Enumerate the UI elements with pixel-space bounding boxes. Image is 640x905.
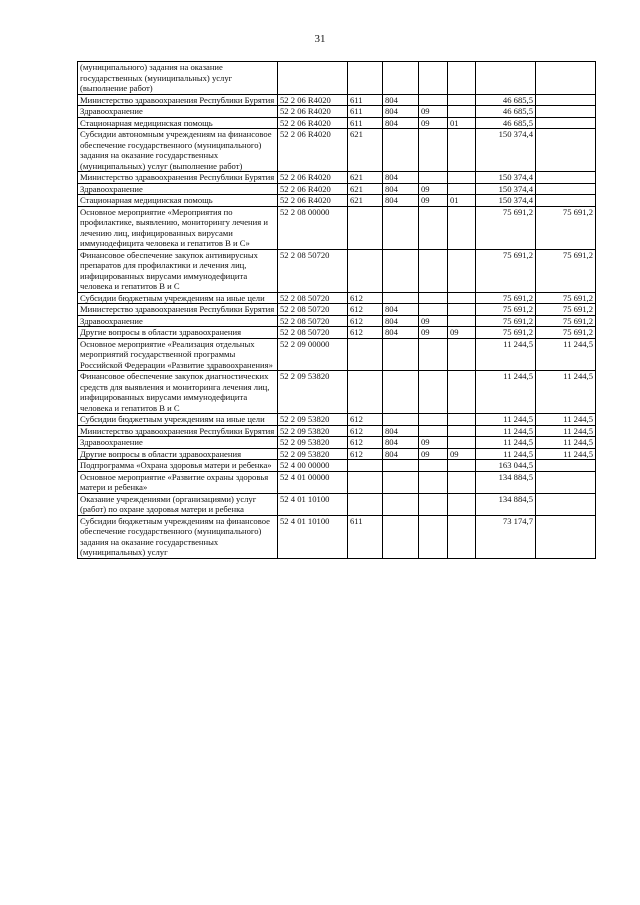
cell-amount-federal [536, 493, 596, 515]
table-row [78, 206, 596, 249]
cell-expense-type: 612 [348, 414, 383, 426]
cell-amount-federal: 75 691,2 [536, 315, 596, 327]
cell-target-code: 52 4 00 00000 [278, 460, 348, 472]
cell-amount-federal: 11 244,5 [536, 338, 596, 371]
cell-target-code: 52 2 09 53820 [278, 437, 348, 449]
cell-subsection [448, 183, 476, 195]
cell-expense-type: 611 [348, 117, 383, 129]
page-number: 31 [314, 33, 326, 45]
cell-amount-federal [536, 460, 596, 472]
cell-ministry-code: 804 [383, 106, 419, 118]
cell-subsection [448, 129, 476, 172]
cell-section: 09 [419, 315, 448, 327]
cell-amount-federal [536, 183, 596, 195]
cell-amount: 134 884,5 [476, 471, 536, 493]
table-row [78, 315, 596, 327]
cell-expense-type: 611 [348, 515, 383, 558]
cell-expense-type [348, 471, 383, 493]
cell-ministry-code: 804 [383, 315, 419, 327]
cell-section [419, 493, 448, 515]
cell-target-code: 52 4 01 10100 [278, 493, 348, 515]
cell-ministry-code: 804 [383, 304, 419, 316]
cell-section [419, 414, 448, 426]
cell-expense-type: 612 [348, 327, 383, 339]
cell-ministry-code [383, 493, 419, 515]
cell-expense-type [348, 206, 383, 249]
cell-section [419, 471, 448, 493]
cell-target-code: 52 2 08 50720 [278, 315, 348, 327]
cell-name: Подпрограмма «Охрана здоровья матери и ребенка» [78, 460, 278, 472]
cell-section [419, 304, 448, 316]
cell-ministry-code: 804 [383, 183, 419, 195]
cell-section [419, 129, 448, 172]
cell-amount: 150 374,4 [476, 172, 536, 184]
cell-target-code: 52 2 09 53820 [278, 414, 348, 426]
cell-amount: 46 685,5 [476, 106, 536, 118]
table-row [78, 515, 596, 558]
cell-expense-type: 612 [348, 315, 383, 327]
cell-amount-federal: 11 244,5 [536, 371, 596, 414]
table-row [78, 327, 596, 339]
cell-name: Министерство здравоохранения Республики Бурятия [78, 425, 278, 437]
cell-target-code: 52 2 06 R4020 [278, 94, 348, 106]
table-row [78, 304, 596, 316]
cell-section: 09 [419, 106, 448, 118]
table-row [78, 460, 596, 472]
table-row [78, 414, 596, 426]
cell-target-code: 52 2 09 53820 [278, 371, 348, 414]
cell-section [419, 460, 448, 472]
cell-ministry-code [383, 414, 419, 426]
cell-ministry-code [383, 206, 419, 249]
cell-name: Финансовое обеспечение закупок диагностических средств для выявления и мониторинга лечения лиц, инфицированных вирусами иммунодефицита человека и гепатитов В и С [78, 371, 278, 414]
cell-name: Основное мероприятие «Мероприятия по профилактике, выявлению, мониторингу лечения и лечению лиц, инфицированных вирусами иммунодефицита человека и гепатитов В и С» [78, 206, 278, 249]
cell-target-code: 52 2 08 50720 [278, 292, 348, 304]
table-row [78, 425, 596, 437]
cell-subsection [448, 315, 476, 327]
cell-subsection [448, 437, 476, 449]
cell-amount: 75 691,2 [476, 327, 536, 339]
cell-amount: 11 244,5 [476, 338, 536, 371]
cell-section [419, 249, 448, 292]
cell-expense-type: 612 [348, 304, 383, 316]
cell-ministry-code [383, 292, 419, 304]
cell-target-code: 52 2 06 R4020 [278, 183, 348, 195]
cell-target-code [278, 62, 348, 95]
cell-subsection [448, 471, 476, 493]
cell-subsection [448, 106, 476, 118]
cell-subsection [448, 414, 476, 426]
cell-expense-type [348, 62, 383, 95]
cell-section [419, 172, 448, 184]
table-row [78, 371, 596, 414]
cell-expense-type: 621 [348, 183, 383, 195]
cell-amount: 11 244,5 [476, 371, 536, 414]
cell-expense-type [348, 249, 383, 292]
cell-expense-type: 621 [348, 172, 383, 184]
cell-amount-federal: 11 244,5 [536, 448, 596, 460]
cell-amount-federal [536, 471, 596, 493]
cell-section [419, 94, 448, 106]
cell-amount: 163 044,5 [476, 460, 536, 472]
cell-ministry-code: 804 [383, 195, 419, 207]
table-row [78, 437, 596, 449]
cell-ministry-code [383, 515, 419, 558]
cell-amount-federal: 75 691,2 [536, 292, 596, 304]
cell-expense-type: 621 [348, 129, 383, 172]
cell-name: Другие вопросы в области здравоохранения [78, 448, 278, 460]
cell-amount: 11 244,5 [476, 448, 536, 460]
table-row [78, 448, 596, 460]
cell-ministry-code [383, 62, 419, 95]
table-row [78, 117, 596, 129]
cell-amount: 150 374,4 [476, 195, 536, 207]
table-row [78, 249, 596, 292]
cell-amount: 75 691,2 [476, 292, 536, 304]
table-row [78, 493, 596, 515]
table-row [78, 129, 596, 172]
cell-subsection: 09 [448, 448, 476, 460]
cell-amount-federal [536, 515, 596, 558]
cell-amount: 75 691,2 [476, 315, 536, 327]
cell-amount: 11 244,5 [476, 425, 536, 437]
cell-subsection [448, 94, 476, 106]
table-row [78, 338, 596, 371]
cell-name: Основное мероприятие «Реализация отдельных мероприятий государственной программы Российской Федерации «Развитие здравоохранения» [78, 338, 278, 371]
cell-amount-federal: 11 244,5 [536, 425, 596, 437]
cell-amount: 75 691,2 [476, 206, 536, 249]
cell-name: Другие вопросы в области здравоохранения [78, 327, 278, 339]
cell-section: 09 [419, 437, 448, 449]
cell-ministry-code: 804 [383, 94, 419, 106]
cell-subsection: 01 [448, 195, 476, 207]
cell-expense-type: 611 [348, 94, 383, 106]
cell-ministry-code [383, 129, 419, 172]
cell-target-code: 52 4 01 00000 [278, 471, 348, 493]
cell-section: 09 [419, 183, 448, 195]
cell-target-code: 52 2 08 50720 [278, 249, 348, 292]
cell-subsection [448, 515, 476, 558]
cell-expense-type [348, 371, 383, 414]
cell-amount: 11 244,5 [476, 414, 536, 426]
cell-ministry-code: 804 [383, 425, 419, 437]
cell-amount-federal [536, 129, 596, 172]
cell-amount-federal [536, 172, 596, 184]
cell-ministry-code [383, 371, 419, 414]
budget-table-body [78, 62, 596, 559]
cell-ministry-code: 804 [383, 117, 419, 129]
cell-amount-federal [536, 117, 596, 129]
cell-expense-type [348, 338, 383, 371]
cell-name: Министерство здравоохранения Республики Бурятия [78, 172, 278, 184]
cell-target-code: 52 2 06 R4020 [278, 117, 348, 129]
cell-amount: 150 374,4 [476, 183, 536, 195]
cell-amount: 150 374,4 [476, 129, 536, 172]
cell-subsection: 01 [448, 117, 476, 129]
cell-amount-federal: 11 244,5 [536, 414, 596, 426]
cell-section: 09 [419, 327, 448, 339]
cell-expense-type: 612 [348, 437, 383, 449]
cell-name: Финансовое обеспечение закупок антивирусных препаратов для профилактики и лечения лиц, инфицированных вирусами иммунодефицита человека и гепатитов В и С [78, 249, 278, 292]
cell-name: (муниципального) задания на оказание государственных (муниципальных) услуг (выполнение работ) [78, 62, 278, 95]
cell-expense-type: 612 [348, 448, 383, 460]
cell-name: Здравоохранение [78, 106, 278, 118]
cell-subsection [448, 425, 476, 437]
cell-amount [476, 62, 536, 95]
table-row [78, 172, 596, 184]
cell-amount-federal: 75 691,2 [536, 327, 596, 339]
table-row [78, 62, 596, 95]
cell-name: Стационарная медицинская помощь [78, 117, 278, 129]
cell-amount-federal [536, 106, 596, 118]
cell-section [419, 425, 448, 437]
cell-name: Субсидии бюджетным учреждениям на иные цели [78, 292, 278, 304]
cell-ministry-code [383, 338, 419, 371]
cell-name: Министерство здравоохранения Республики Бурятия [78, 304, 278, 316]
cell-target-code: 52 2 06 R4020 [278, 129, 348, 172]
table-row [78, 183, 596, 195]
cell-section [419, 206, 448, 249]
cell-amount: 75 691,2 [476, 249, 536, 292]
cell-amount: 11 244,5 [476, 437, 536, 449]
cell-name: Основное мероприятие «Развитие охраны здоровья матери и ребенка» [78, 471, 278, 493]
cell-name: Оказание учреждениями (организациями) услуг (работ) по охране здоровья матери и ребенка [78, 493, 278, 515]
cell-amount-federal [536, 195, 596, 207]
cell-expense-type: 612 [348, 425, 383, 437]
cell-subsection [448, 460, 476, 472]
cell-name: Министерство здравоохранения Республики Бурятия [78, 94, 278, 106]
cell-target-code: 52 2 08 50720 [278, 327, 348, 339]
cell-section [419, 62, 448, 95]
cell-name: Здравоохранение [78, 437, 278, 449]
cell-amount-federal: 75 691,2 [536, 249, 596, 292]
cell-amount-federal: 75 691,2 [536, 206, 596, 249]
cell-target-code: 52 2 09 53820 [278, 448, 348, 460]
cell-target-code: 52 2 08 00000 [278, 206, 348, 249]
cell-subsection [448, 172, 476, 184]
cell-section [419, 515, 448, 558]
cell-amount-federal: 75 691,2 [536, 304, 596, 316]
cell-section [419, 292, 448, 304]
cell-amount: 46 685,5 [476, 117, 536, 129]
cell-section [419, 371, 448, 414]
cell-target-code: 52 2 09 53820 [278, 425, 348, 437]
cell-amount: 75 691,2 [476, 304, 536, 316]
cell-expense-type: 611 [348, 106, 383, 118]
cell-section [419, 338, 448, 371]
cell-ministry-code: 804 [383, 448, 419, 460]
cell-target-code: 52 2 06 R4020 [278, 172, 348, 184]
cell-subsection [448, 371, 476, 414]
cell-ministry-code [383, 249, 419, 292]
cell-subsection [448, 62, 476, 95]
cell-expense-type: 621 [348, 195, 383, 207]
cell-subsection [448, 493, 476, 515]
cell-ministry-code [383, 460, 419, 472]
cell-amount: 134 884,5 [476, 493, 536, 515]
cell-expense-type [348, 460, 383, 472]
cell-subsection [448, 292, 476, 304]
cell-target-code: 52 2 09 00000 [278, 338, 348, 371]
cell-name: Здравоохранение [78, 315, 278, 327]
cell-subsection [448, 206, 476, 249]
cell-target-code: 52 2 06 R4020 [278, 195, 348, 207]
cell-subsection [448, 304, 476, 316]
cell-ministry-code: 804 [383, 437, 419, 449]
cell-name: Субсидии бюджетным учреждениям на финансовое обеспечение государственного (муниципального) задания на оказание государственных (муниципальных) услуг [78, 515, 278, 558]
cell-subsection [448, 249, 476, 292]
budget-table [77, 61, 596, 559]
table-row [78, 471, 596, 493]
cell-amount-federal: 11 244,5 [536, 437, 596, 449]
cell-expense-type [348, 493, 383, 515]
cell-amount-federal [536, 62, 596, 95]
cell-section: 09 [419, 195, 448, 207]
cell-amount: 46 685,5 [476, 94, 536, 106]
cell-subsection: 09 [448, 327, 476, 339]
cell-target-code: 52 2 06 R4020 [278, 106, 348, 118]
cell-name: Здравоохранение [78, 183, 278, 195]
cell-name: Субсидии автономным учреждениям на финансовое обеспечение государственного (муниципального) задания на оказание государственных (муниципальных) услуг (выполнение работ) [78, 129, 278, 172]
cell-target-code: 52 2 08 50720 [278, 304, 348, 316]
cell-ministry-code: 804 [383, 172, 419, 184]
cell-name: Стационарная медицинская помощь [78, 195, 278, 207]
cell-section: 09 [419, 448, 448, 460]
table-row [78, 106, 596, 118]
table-row [78, 195, 596, 207]
cell-target-code: 52 4 01 10100 [278, 515, 348, 558]
cell-name: Субсидии бюджетным учреждениям на иные цели [78, 414, 278, 426]
cell-expense-type: 612 [348, 292, 383, 304]
cell-ministry-code: 804 [383, 327, 419, 339]
table-row [78, 94, 596, 106]
cell-ministry-code [383, 471, 419, 493]
cell-section: 09 [419, 117, 448, 129]
table-row [78, 292, 596, 304]
cell-amount-federal [536, 94, 596, 106]
cell-subsection [448, 338, 476, 371]
cell-amount: 73 174,7 [476, 515, 536, 558]
